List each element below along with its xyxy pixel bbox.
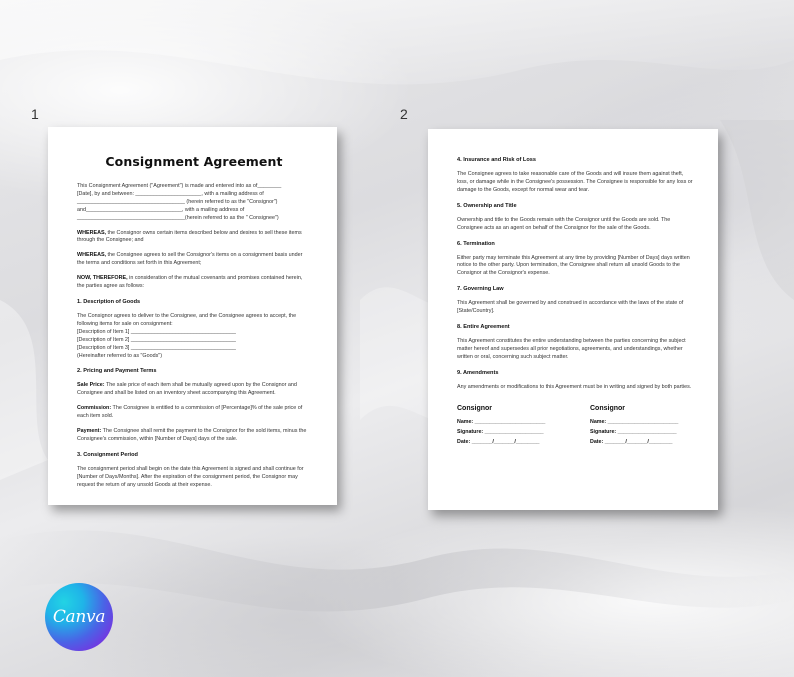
commission-text: The Consignee is entitled to a commission of [Percentage]% of the sale price of each item sold.	[77, 405, 303, 420]
goods-list	[77, 329, 311, 361]
section-heading-8: 8. Entire Agreement	[457, 324, 510, 331]
page-number-1: 1	[31, 106, 39, 122]
document-page-1	[48, 127, 337, 505]
signature-party-title: Consignor	[457, 404, 492, 412]
commission-lead: Commission:	[77, 405, 112, 412]
section-text-5: Ownership and title to the Goods remain with the Consignor until the Goods are sold. The Consignee acts as an agent on behalf of the Consignor for the sale of the Goods.	[457, 216, 671, 231]
sale-price-text: The sale price of each item shall be mutually agreed upon by the Consignor and Consignee and shall be listed on an inventory sheet accompanying this Agreement.	[77, 382, 297, 397]
section-heading-7: 7. Governing Law	[457, 286, 504, 293]
payment-lead: Payment:	[77, 428, 102, 435]
section-heading-9: 9. Amendments	[457, 369, 499, 376]
goods-item: [Description of Item 3] ___________________________________	[77, 344, 236, 351]
signature-block	[590, 405, 694, 447]
whereas-text: the Consignor owns certain items described below and desires to sell these items through the Consignee; and	[77, 229, 302, 244]
payment-text: The Consignee shall remit the payment to the Consignor for the sold items, minus the Consignee's commission, within [Number of Days] days of the sale.	[77, 428, 307, 442]
section-text-9: Any amendments or modifications to this Agreement must be in writing and signed by both parties.	[457, 383, 692, 390]
canva-logo	[45, 583, 113, 651]
intro-line: [Date], by and between: ______________________, with a mailing address of	[77, 190, 264, 197]
section-text-4: The Consignee agrees to take reasonable care of the Goods and will insure them against theft, loss, or damage while in the Consignee's possession. The Consignee is responsible for any loss or damage to the Goods, except for normal wear and tear.	[457, 171, 693, 193]
goods-item: [Description of Item 2] ___________________________________	[77, 336, 236, 343]
goods-note: (Hereinafter referred to as "Goods")	[77, 352, 163, 359]
goods-item: [Description of Item 1] ___________________________________	[77, 328, 236, 335]
page-number-2: 2	[400, 106, 408, 122]
commission-paragraph	[77, 405, 311, 421]
signature-date-line: Date: _______/_______/________	[457, 438, 540, 445]
signature-party-title: Consignor	[590, 404, 625, 412]
intro-line: ____________________________________(herein referred to as the " Consignee")	[77, 214, 279, 221]
sale-price-lead: Sale Price:	[77, 382, 105, 389]
section-text-7: This Agreement shall be governed by and construed in accordance with the laws of the state of [State/Country].	[457, 300, 684, 315]
signature-section	[457, 405, 694, 447]
section-text-1: The Consignor agrees to deliver to the Consignee, and the Consignee agrees to accept, the following items for sale on consignment:	[77, 312, 297, 327]
whereas-text: the Consignee agrees to sell the Consignor's items on a consignment basis under the terms and conditions set forth in this Agreement;	[77, 252, 303, 267]
signature-sign-line: Signature: ____________________	[457, 428, 544, 435]
signature-name-line: Name: ________________________	[457, 418, 546, 425]
section-heading-4: 4. Insurance and Risk of Loss	[457, 157, 536, 163]
whereas-paragraph-1	[77, 230, 311, 246]
canva-logo-wordmark: Canva	[52, 607, 106, 627]
now-therefore-text: in consideration of the mutual covenants and promises contained herein, the parties agree as follows:	[77, 275, 303, 290]
section-text-3: The consignment period shall begin on the date this Agreement is signed and shall continue for [Number of Days/Months]. After the expiration of the consignment period, the Consignor may request the return of any unsold Goods at their expense.	[77, 465, 304, 488]
signature-date-line: Date: _______/_______/________	[590, 438, 673, 445]
signature-sign-line: Signature: ____________________	[590, 428, 677, 435]
payment-paragraph	[77, 428, 311, 444]
whereas-lead: WHEREAS,	[77, 252, 107, 259]
section-text-6: Either party may terminate this Agreement at any time by providing [Number of Days] days written notice to the other party. Upon termination, the Consignee shall return all unsold Goods to the Consignor at the Consignor's expense.	[457, 254, 690, 277]
sale-price-paragraph	[77, 382, 311, 398]
intro-paragraph	[77, 183, 311, 223]
whereas-paragraph-2	[77, 252, 311, 268]
now-therefore-paragraph	[77, 275, 311, 291]
section-heading-2: 2. Pricing and Payment Terms	[77, 368, 157, 375]
section-heading-3: 3. Consignment Period	[77, 451, 138, 458]
section-text-8: This Agreement constitutes the entire understanding between the parties concerning the subject matter hereof and supersedes all prior negotiations, agreements, and understandings, whether written or oral, concerning such subject matter.	[457, 338, 686, 360]
intro-line: and________________________________, with a mailing address of	[77, 206, 245, 213]
intro-line: ____________________________________ (herein referred to as the "Consignor")	[77, 198, 278, 205]
document-title: Consignment Agreement	[105, 154, 283, 169]
section-heading-5: 5. Ownership and Title	[457, 202, 517, 209]
section-heading-1: 1. Description of Goods	[77, 298, 141, 305]
intro-line: This Consignment Agreement ("Agreement") is made and entered into as of________	[77, 183, 282, 189]
whereas-lead: WHEREAS,	[77, 229, 107, 236]
document-page-2	[428, 129, 718, 510]
signature-block	[457, 405, 561, 447]
signature-name-line: Name: ________________________	[590, 418, 679, 425]
section-heading-6: 6. Termination	[457, 240, 495, 247]
now-therefore-lead: NOW, THEREFORE,	[77, 275, 128, 282]
